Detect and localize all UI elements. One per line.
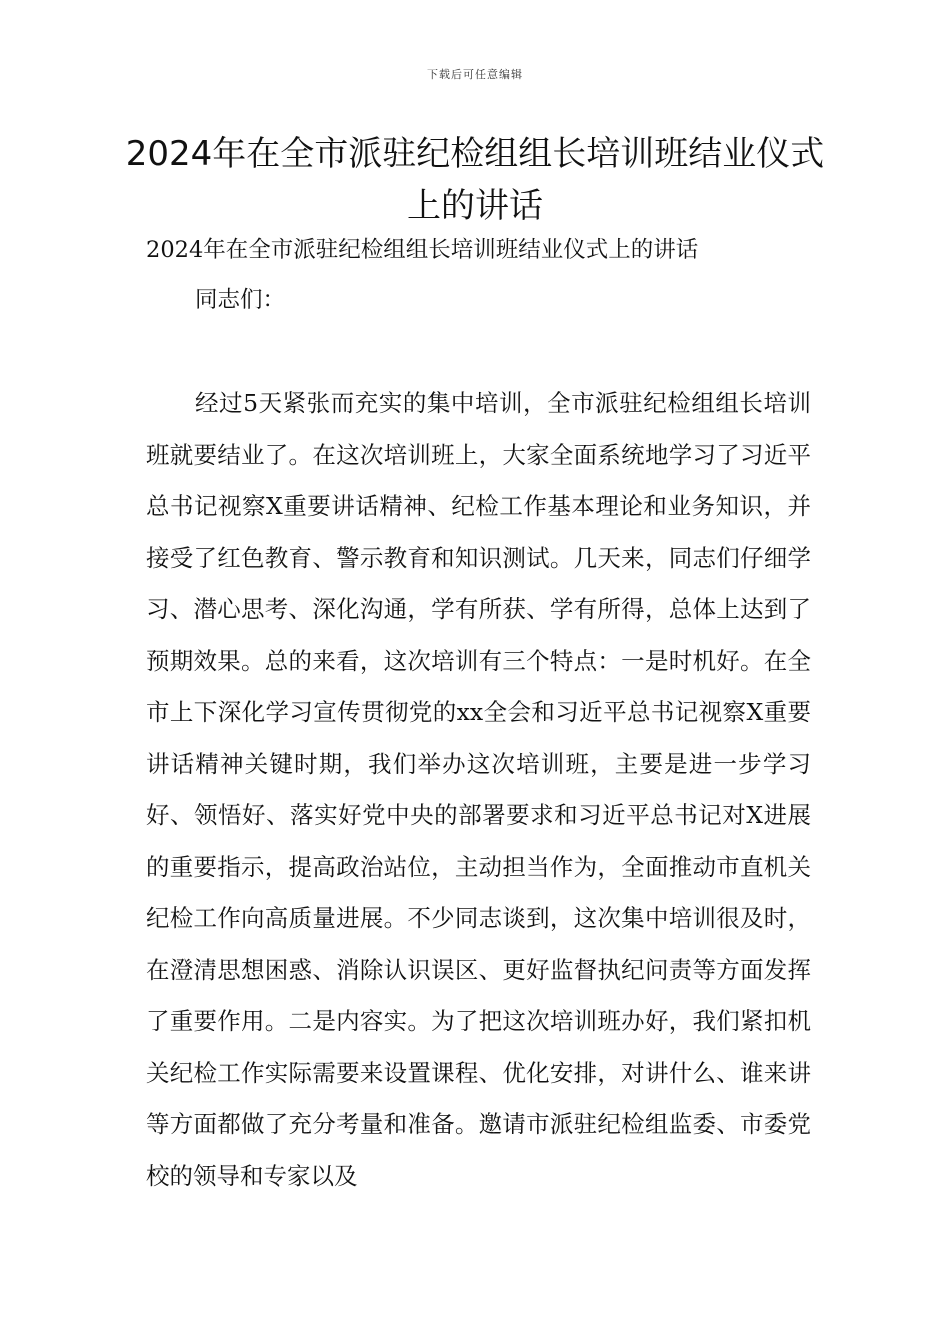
document-title: 2024年在全市派驻纪检组组长培训班结业仪式上的讲话 xyxy=(125,134,825,226)
document-subtitle: 2024年在全市派驻纪检组组长培训班结业仪式上的讲话 xyxy=(146,237,699,263)
header-note: 下载后可任意编辑 xyxy=(427,68,523,81)
body-paragraph: 经过5天紧张而充实的集中培训，全市派驻纪检组组长培训班就要结业了。在这次培训班上，大家全面系统地学习了习近平总书记视察X重要讲话精神、纪检工作基本理论和业务知识，并接受了红色教育、警示教育和知识测试。几天来，同志们仔细学习、潜心思考、深化沟通，学有所获、学有所得，总体上达到了预期效果。总的来看，这次培训有三个特点：一是时机好。在全市上下深化学习宣传贯彻党的xx全会和习近平总书记视察X重要讲话精神关键时期，我们举办这次培训班，主要是进一步学习好、领悟好、落实好党中央的部署要求和习近平总书记对X进展的重要指示，提高政治站位，主动担当作为，全面推动市直机关纪检工作向高质量进展。不少同志谈到，这次集中培训很及时，在澄清思想困惑、消除认识误区、更好监督执纪问责等方面发挥了重要作用。二是内容实。为了把这次培训班办好，我们紧扣机关纪检工作实际需要来设置课程、优化安排，对讲什么、谁来讲等方面都做了充分考量和准备。邀请市派驻纪检组监委、市委党校的领导和专家以及 xyxy=(146,389,811,1190)
salutation: 同志们： xyxy=(195,287,286,313)
